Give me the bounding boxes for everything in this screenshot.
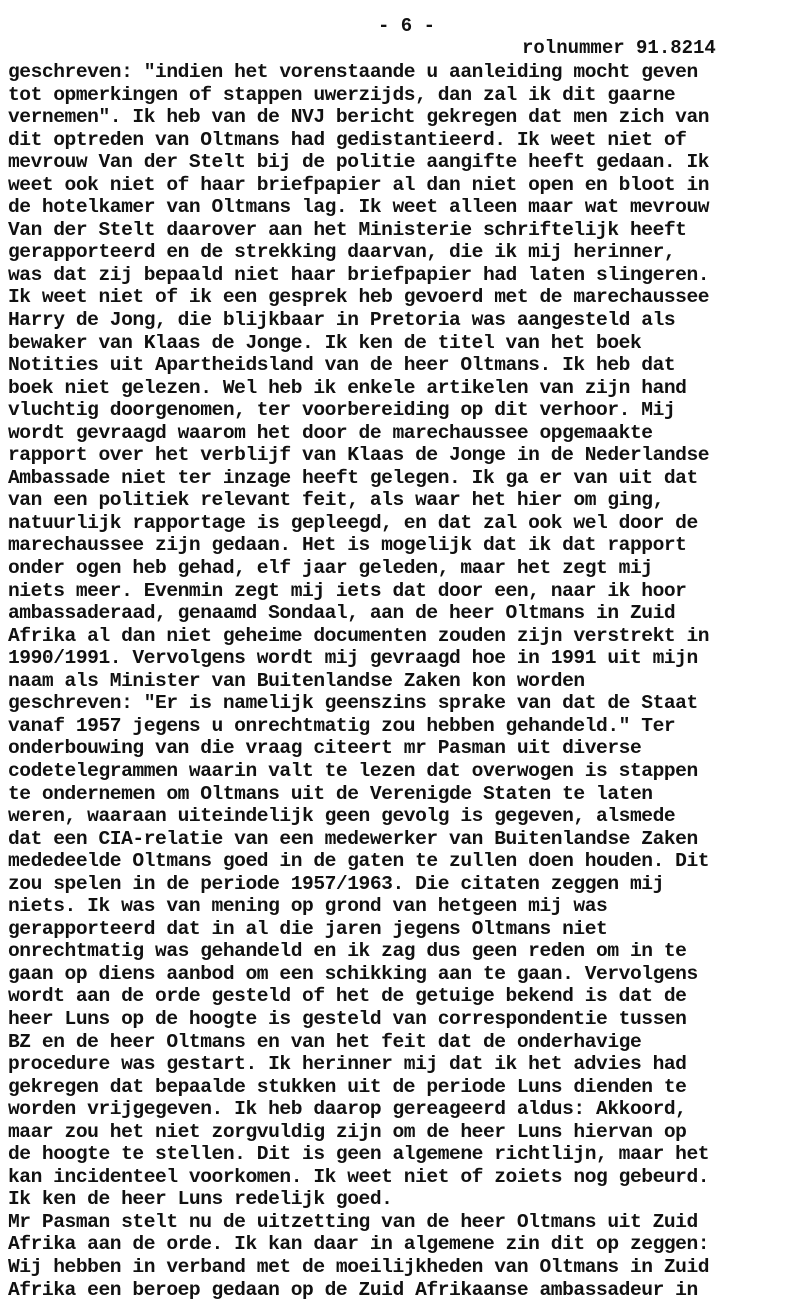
- text-line: natuurlijk rapportage is gepleegd, en dat zal ook wel door de: [8, 511, 698, 534]
- text-line: maar zou het niet zorgvuldig zijn om de heer Luns hiervan op: [8, 1120, 687, 1143]
- document-body: [8, 61, 808, 1301]
- text-line: weren, waaraan uiteindelijk geen gevolg is gegeven, alsmede: [8, 805, 676, 828]
- text-line: niets. Ik was van mening op grond van hetgeen mij was: [8, 895, 608, 918]
- text-line: weet ook niet of haar briefpapier al dan niet open en bloot in: [8, 173, 710, 196]
- text-line: rapport over het verblijf van Klaas de Jonge in de Nederlandse: [8, 444, 710, 467]
- text-line: BZ en de heer Oltmans en van het feit dat de onderhavige: [8, 1030, 642, 1053]
- text-line: dat een CIA-relatie van een medewerker van Buitenlandse Zaken: [8, 827, 698, 850]
- text-line: Ambassade niet ter inzage heeft gelegen. Ik ga er van uit dat: [8, 466, 698, 489]
- text-line: van een politiek relevant feit, als waar het hier om ging,: [8, 489, 664, 512]
- text-line: codetelegrammen waarin valt te lezen dat overwogen is stappen: [8, 759, 698, 782]
- text-line: Afrika een beroep gedaan op de Zuid Afrikaanse ambassadeur in: [8, 1278, 698, 1301]
- rolnummer-label: rolnummer 91.8214: [522, 37, 716, 59]
- text-line: geschreven: "Er is namelijk geenszins sprake van dat de Staat: [8, 692, 698, 715]
- text-line: was dat zij bepaald niet haar briefpapier had laten slingeren.: [8, 263, 710, 286]
- text-line: tot opmerkingen of stappen uwerzijds, dan zal ik dit gaarne: [8, 83, 676, 106]
- text-line: Afrika aan de orde. Ik kan daar in algemene zin dit op zeggen:: [8, 1233, 710, 1256]
- text-line: Mr Pasman stelt nu de uitzetting van de heer Oltmans uit Zuid: [8, 1210, 698, 1233]
- page-header: [0, 0, 810, 59]
- text-line: onder ogen heb gehad, elf jaar geleden, maar het zegt mij: [8, 557, 653, 580]
- text-line: mevrouw Van der Stelt bij de politie aangifte heeft gedaan. Ik: [8, 151, 710, 174]
- text-line: Van der Stelt daarover aan het Ministerie schriftelijk heeft: [8, 218, 687, 241]
- text-line: onrechtmatig was gehandeld en ik zag dus geen reden om in te: [8, 940, 687, 963]
- text-line: heer Luns op de hoogte is gesteld van correspondentie tussen: [8, 1007, 687, 1030]
- text-line: mededeelde Oltmans goed in de gaten te zullen doen houden. Dit: [8, 850, 710, 873]
- text-line: marechaussee zijn gedaan. Het is mogelijk dat ik dat rapport: [8, 534, 687, 557]
- text-line: boek niet gelezen. Wel heb ik enkele artikelen van zijn hand: [8, 376, 687, 399]
- text-line: dit optreden van Oltmans had gedistantieerd. Ik weet niet of: [8, 128, 687, 151]
- text-line: kan incidenteel voorkomen. Ik weet niet of zoiets nog gebeurd.: [8, 1165, 710, 1188]
- text-line: Notities uit Apartheidsland van de heer Oltmans. Ik heb dat: [8, 354, 676, 377]
- text-line: vluchtig doorgenomen, ter voorbereiding op dit verhoor. Mij: [8, 399, 676, 422]
- text-line: vernemen". Ik heb van de NVJ bericht gekregen dat men zich van: [8, 106, 710, 129]
- text-line: onderbouwing van die vraag citeert mr Pasman uit diverse: [8, 737, 642, 760]
- text-line: geschreven: "indien het vorenstaande u aanleiding mocht geven: [8, 61, 698, 83]
- text-line: Harry de Jong, die blijkbaar in Pretoria was aangesteld als: [8, 309, 676, 332]
- text-line: niets meer. Evenmin zegt mij iets dat door een, naar ik hoor: [8, 579, 687, 602]
- text-line: gekregen dat bepaalde stukken uit de periode Luns dienden te: [8, 1075, 687, 1098]
- text-line: gerapporteerd en de strekking daarvan, die ik mij herinner,: [8, 241, 676, 264]
- text-line: zou spelen in de periode 1957/1963. Die citaten zeggen mij: [8, 872, 664, 895]
- text-line: Ik weet niet of ik een gesprek heb gevoerd met de marechaussee: [8, 286, 710, 309]
- page-number: - 6 -: [378, 15, 436, 37]
- text-line: Wij hebben in verband met de moeilijkheden van Oltmans in Zuid: [8, 1255, 710, 1278]
- text-line: vanaf 1957 jegens u onrechtmatig zou hebben gehandeld." Ter: [8, 714, 676, 737]
- text-line: gerapporteerd dat in al die jaren jegens Oltmans niet: [8, 917, 608, 940]
- text-line: de hoogte te stellen. Dit is geen algemene richtlijn, maar het: [8, 1143, 710, 1166]
- text-line: ambassaderaad, genaamd Sondaal, aan de heer Oltmans in Zuid: [8, 602, 676, 625]
- text-line: naam als Minister van Buitenlandse Zaken kon worden: [8, 669, 585, 692]
- text-line: de hotelkamer van Oltmans lag. Ik weet alleen maar wat mevrouw: [8, 196, 710, 219]
- text-line: Ik ken de heer Luns redelijk goed.: [8, 1188, 393, 1211]
- text-line: Afrika al dan niet geheime documenten zouden zijn verstrekt in: [8, 624, 710, 647]
- text-line: bewaker van Klaas de Jonge. Ik ken de titel van het boek: [8, 331, 642, 354]
- text-line: te ondernemen om Oltmans uit de Verenigde Staten te laten: [8, 782, 653, 805]
- text-line: procedure was gestart. Ik herinner mij dat ik het advies had: [8, 1053, 687, 1076]
- text-line: wordt aan de orde gesteld of het de getuige bekend is dat de: [8, 985, 687, 1008]
- text-line: gaan op diens aanbod om een schikking aan te gaan. Vervolgens: [8, 962, 698, 985]
- text-line: worden vrijgegeven. Ik heb daarop gereageerd aldus: Akkoord,: [8, 1098, 687, 1121]
- text-line: wordt gevraagd waarom het door de marechaussee opgemaakte: [8, 421, 653, 444]
- text-line: 1990/1991. Vervolgens wordt mij gevraagd hoe in 1991 uit mijn: [8, 647, 698, 670]
